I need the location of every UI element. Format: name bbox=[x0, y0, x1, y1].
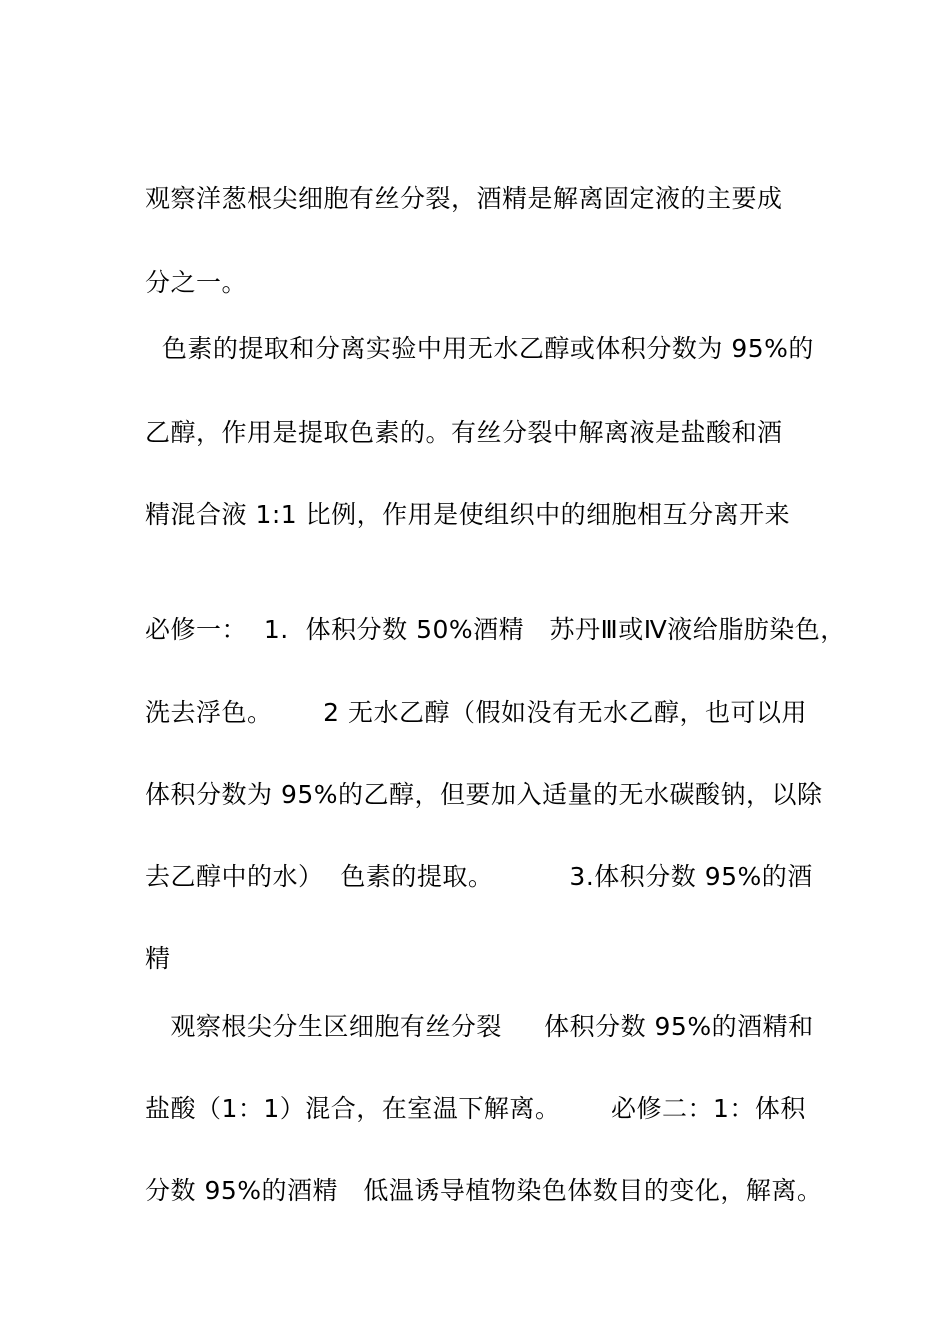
text-line-6: 必修一： 1. 体积分数 50%酒精 苏丹Ⅲ或Ⅳ液给脂肪染色， bbox=[145, 615, 846, 644]
text-line-4: 乙醇，作用是提取色素的。有丝分裂中解离液是盐酸和酒 bbox=[145, 418, 783, 447]
text-line-12: 盐酸（1：1）混合，在室温下解离。 必修二：1：体积 bbox=[145, 1094, 806, 1123]
text-line-3: 色素的提取和分离实验中用无水乙醇或体积分数为 95%的 bbox=[145, 334, 814, 363]
text-line-11: 观察根尖分生区细胞有丝分裂 体积分数 95%的酒精和 bbox=[145, 1012, 814, 1041]
text-line-1: 观察洋葱根尖细胞有丝分裂，酒精是解离固定液的主要成 bbox=[145, 184, 783, 213]
text-line-7: 洗去浮色。 2 无水乙醇（假如没有无水乙醇，也可以用 bbox=[145, 698, 808, 727]
text-line-10: 精 bbox=[145, 944, 171, 973]
text-line-13: 分数 95%的酒精 低温诱导植物染色体数目的变化，解离。 bbox=[145, 1176, 823, 1205]
text-line-8: 体积分数为 95%的乙醇，但要加入适量的无水碳酸钠，以除 bbox=[145, 780, 823, 809]
text-line-9: 去乙醇中的水） 色素的提取。 3.体积分数 95%的酒 bbox=[145, 862, 813, 891]
text-line-2: 分之一。 bbox=[145, 268, 248, 297]
text-line-5: 精混合液 1:1 比例，作用是使组织中的细胞相互分离开来 bbox=[145, 500, 791, 529]
